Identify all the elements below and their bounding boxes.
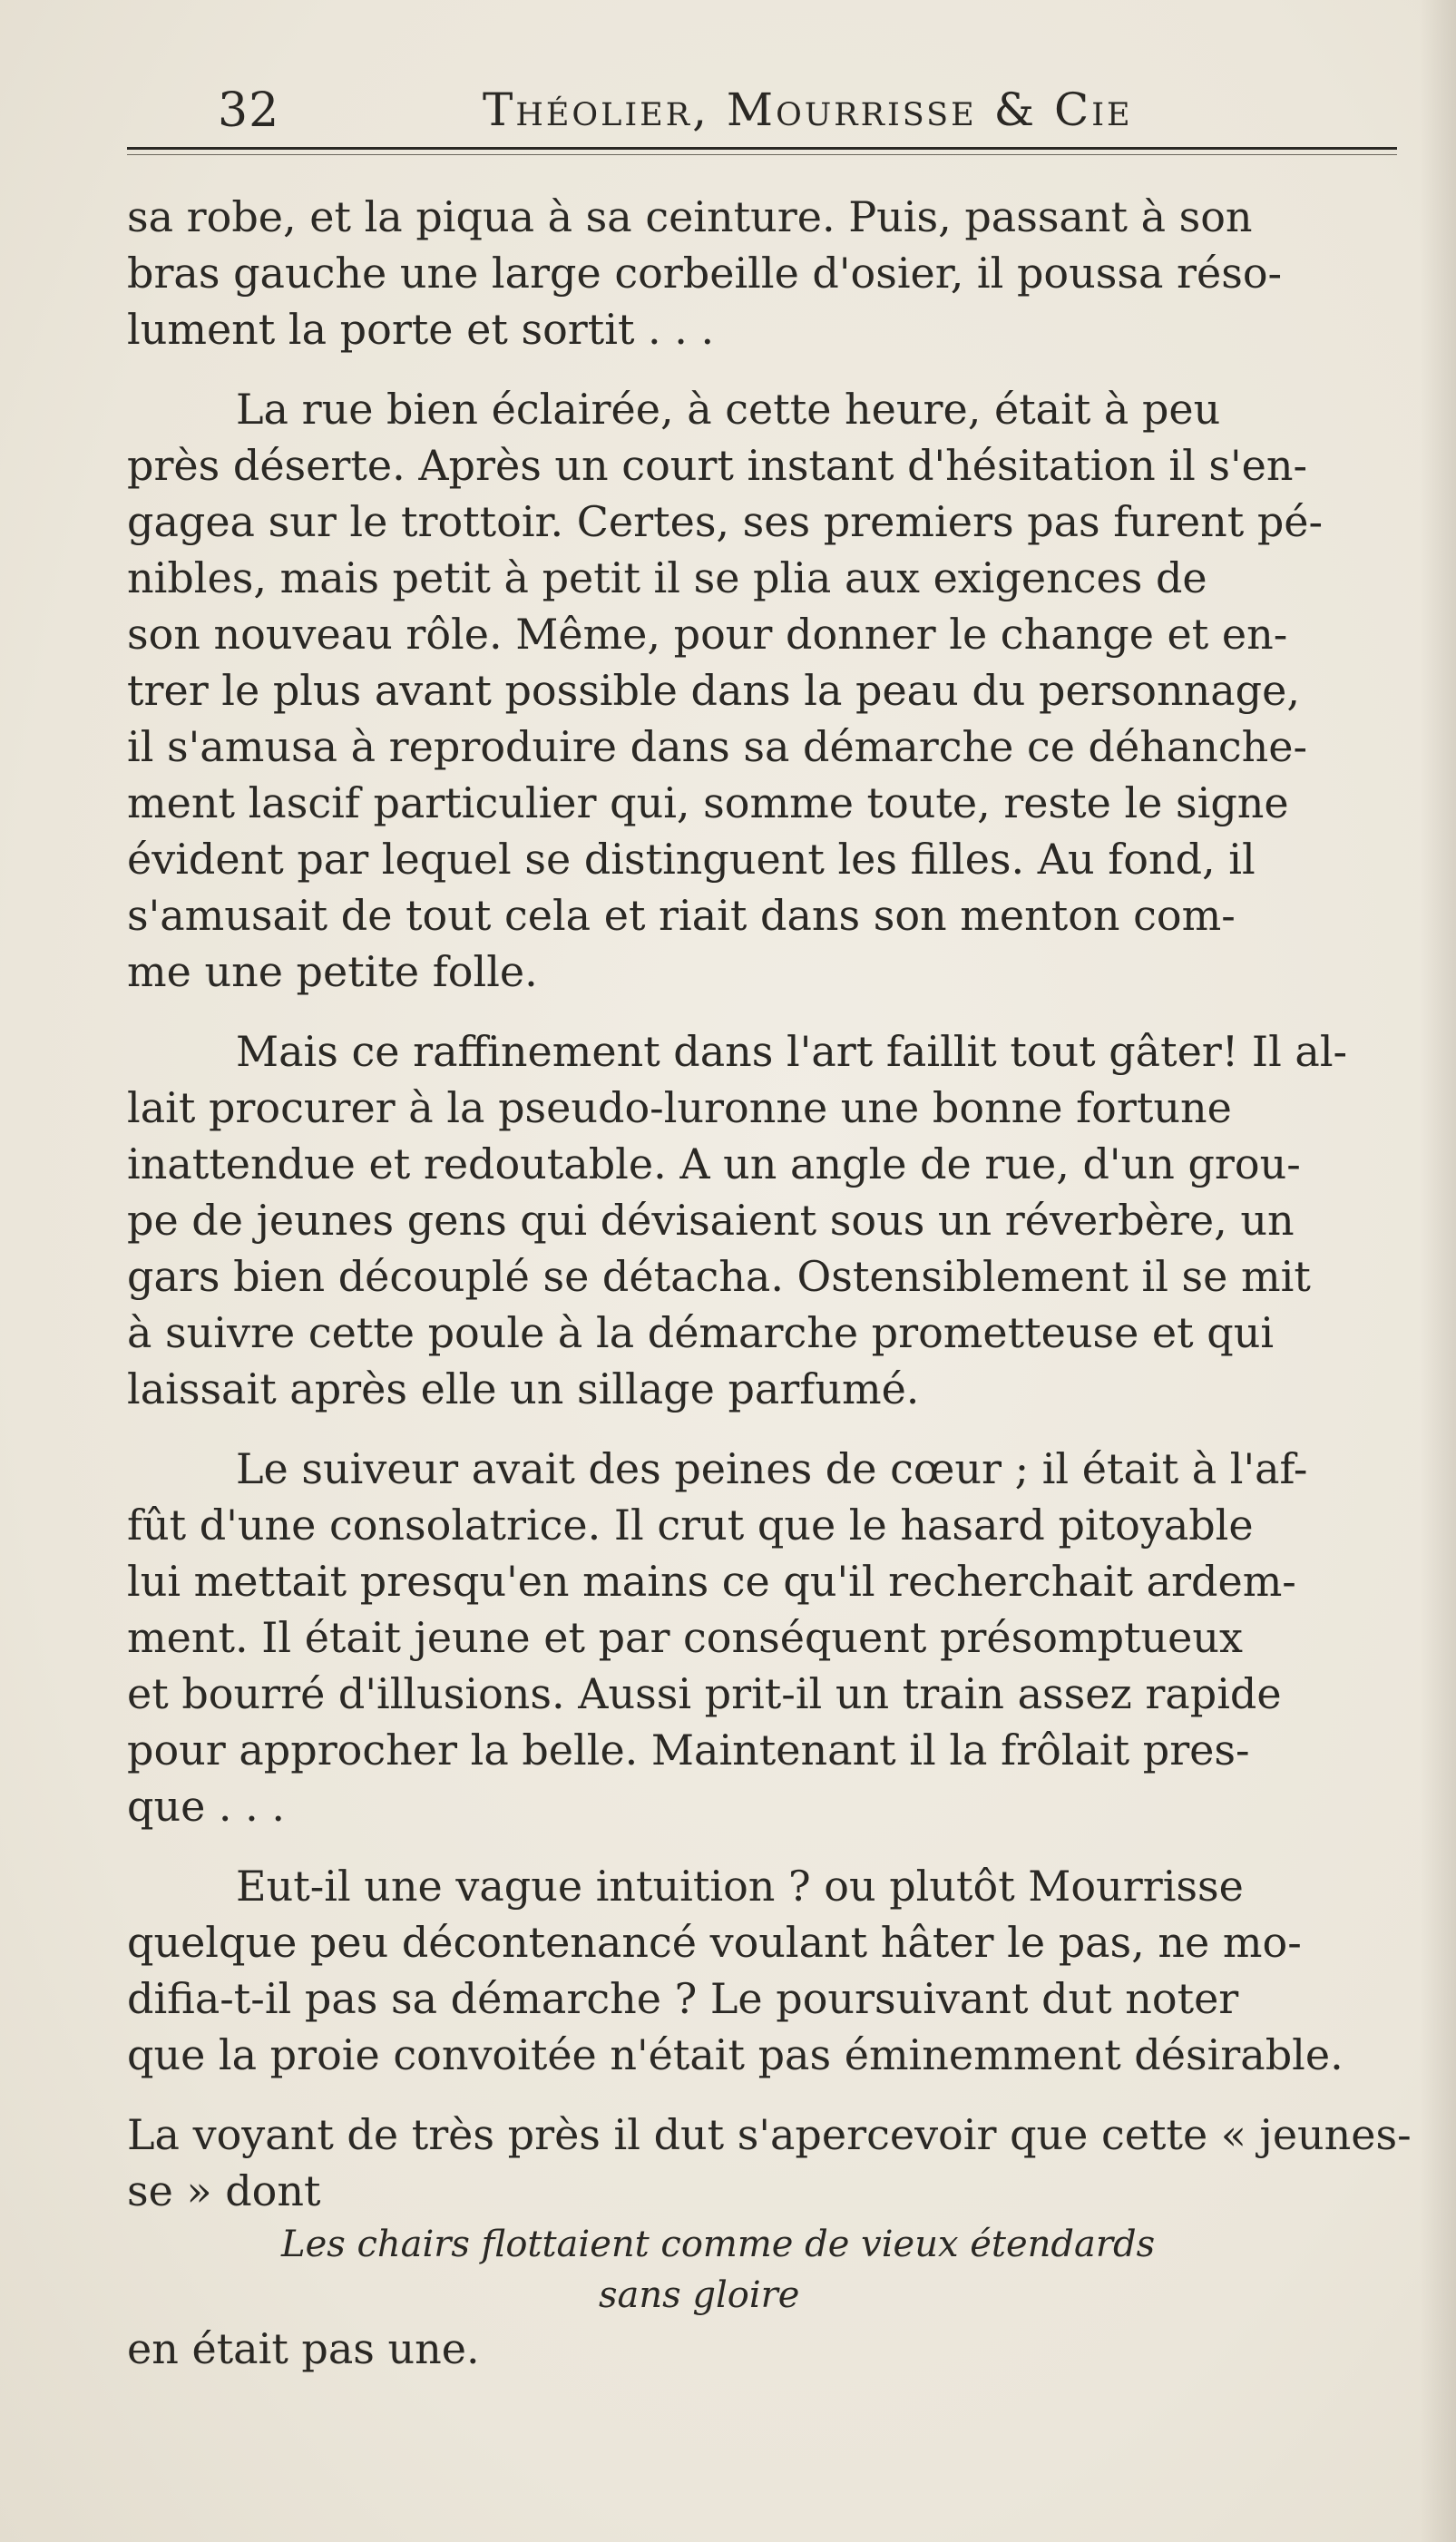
quotation-line: sans gloire [599, 2274, 800, 2316]
text-line: ment. Il était jeune et par conséquent présomptueux [127, 1613, 1243, 1662]
text-line: difia-t-il pas sa démarche ? Le poursuivant dut noter [127, 1974, 1239, 2023]
text-line: Le suiveur avait des peines de cœur ; il était à l'af- [236, 1444, 1308, 1493]
text-line: et bourré d'illusions. Aussi prit-il un train assez rapide [127, 1669, 1282, 1718]
text-line: lument la porte et sortit . . . [127, 305, 715, 354]
page-header [127, 83, 1397, 156]
text-line: gagea sur le trottoir. Certes, ses premiers pas furent pé- [127, 497, 1324, 546]
text-line: s'amusait de tout cela et riait dans son menton com- [127, 891, 1236, 940]
body-text [127, 189, 1424, 2377]
text-line: inattendue et redoutable. A un angle de rue, d'un grou- [127, 1139, 1301, 1188]
text-line: fût d'une consolatrice. Il crut que le hasard pitoyable [127, 1501, 1254, 1550]
text-line: La rue bien éclairée, à cette heure, était à peu [236, 385, 1221, 434]
page-spine-shadow [1420, 0, 1456, 2542]
running-title: Théolier, Mourrisse & Cie [483, 83, 1133, 136]
text-line: trer le plus avant possible dans la peau du personnage, [127, 666, 1300, 715]
text-line: pour approcher la belle. Maintenant il la frôlait pres- [127, 1726, 1250, 1775]
text-line: La voyant de très près il dut s'apercevoir que cette « jeunes- [127, 2110, 1412, 2159]
text-line: Mais ce raffinement dans l'art faillit tout gâter! Il al- [236, 1027, 1348, 1076]
text-line: me une petite folle. [127, 947, 538, 996]
header-rule [127, 147, 1397, 150]
text-line: il s'amusa à reproduire dans sa démarche ce déhanche- [127, 722, 1308, 771]
text-line: lait procurer à la pseudo-luronne une bonne fortune [127, 1083, 1232, 1132]
text-line: en était pas une. [127, 2324, 480, 2373]
text-line: que la proie convoitée n'était pas éminemment désirable. [127, 2030, 1344, 2079]
text-line: sa robe, et la piqua à sa ceinture. Puis, passant à son [127, 192, 1253, 241]
quotation [127, 2219, 1424, 2321]
text-line: se » dont [127, 2166, 321, 2215]
text-line: près déserte. Après un court instant d'hésitation il s'en- [127, 441, 1308, 490]
text-line: lui mettait presqu'en mains ce qu'il recherchait ardem- [127, 1557, 1296, 1606]
text-line: bras gauche une large corbeille d'osier, il poussa réso- [127, 249, 1283, 298]
text-line: évident par lequel se distinguent les filles. Au fond, il [127, 835, 1256, 884]
text-line: Eut-il une vague intuition ? ou plutôt Mourrisse [236, 1862, 1244, 1911]
text-line: gars bien découplé se détacha. Ostensiblement il se mit [127, 1252, 1311, 1301]
page-number: 32 [218, 83, 280, 138]
header-rule-thin [127, 154, 1397, 155]
text-line: ment lascif particulier qui, somme toute, reste le signe [127, 778, 1289, 827]
text-line: laissait après elle un sillage parfumé. [127, 1364, 920, 1413]
text-line: son nouveau rôle. Même, pour donner le change et en- [127, 610, 1288, 659]
text-line: quelque peu décontenancé voulant hâter le pas, ne mo- [127, 1918, 1302, 1967]
text-line: à suivre cette poule à la démarche prometteuse et qui [127, 1308, 1275, 1357]
quotation-line: Les chairs flottaient comme de vieux étendards [281, 2224, 1156, 2265]
text-line: que . . . [127, 1782, 286, 1831]
text-line: nibles, mais petit à petit il se plia aux exigences de [127, 553, 1207, 602]
text-line: pe de jeunes gens qui dévisaient sous un réverbère, un [127, 1196, 1295, 1245]
